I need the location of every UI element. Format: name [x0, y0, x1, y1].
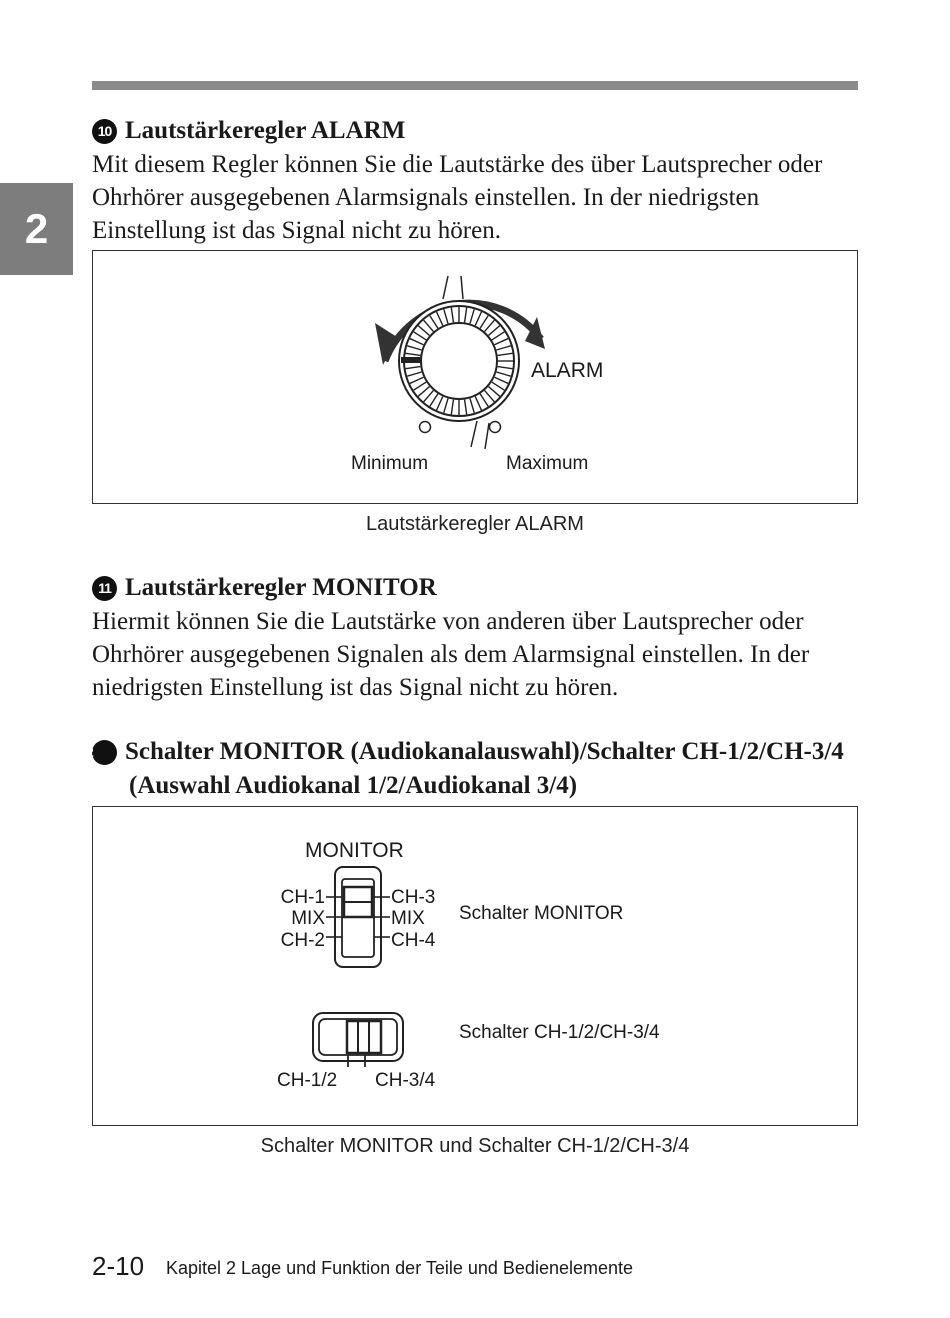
knob-label: ALARM — [531, 359, 604, 382]
section-11-title: Lautstärkeregler MONITOR — [125, 574, 437, 601]
left-label-ch1: CH-1 — [280, 887, 325, 908]
maximum-label: Maximum — [506, 453, 589, 474]
monitor-switch-figure — [92, 806, 858, 1126]
ch-switch-lever-icon — [347, 1021, 381, 1053]
top-rule — [92, 81, 858, 90]
monitor-label: MONITOR — [305, 839, 404, 862]
section-10-body: Mit diesem Regler können Sie die Lautstärke des über Lautsprecher oder Ohrhörer ausgegebenen Alarmsignals einstellen. In der niedrigsten Einstellung ist das Signal nicht zu hören. — [92, 151, 823, 244]
ch-right-label: CH-3/4 — [375, 1070, 436, 1091]
chapter-tab: 2 — [0, 183, 73, 275]
alarm-knob-figure — [92, 250, 858, 504]
alarm-knob-illustration — [93, 251, 857, 503]
section-10-heading — [92, 114, 852, 148]
section-12-heading — [79, 735, 855, 803]
ch-switch-name: Schalter CH-1/2/CH-3/4 — [459, 1022, 660, 1043]
section-11-body: Hiermit können Sie die Lautstärke von anderen über Lautsprecher oder Ohrhörer ausgegebenen Signalen als dem Alarmsignal einstellen. In der niedrigsten Einstellung ist das Signal nicht zu hören. — [92, 608, 810, 701]
section-12-title: Schalter MONITOR (Audiokanalauswahl)/Schalter CH-1/2/CH-3/4 (Auswahl Audiokanal 1/2/Audiokanal 3/4) — [125, 738, 844, 799]
monitor-switch-illustration — [93, 807, 857, 1125]
footer-chapter-text: Kapitel 2 Lage und Funktion der Teile und Bedienelemente — [166, 1258, 634, 1278]
knob-cap-icon — [421, 323, 497, 399]
section-12-number: 12 — [92, 740, 117, 765]
right-label-ch3: CH-3 — [391, 887, 436, 908]
ch-left-label: CH-1/2 — [277, 1070, 338, 1091]
maximum-mark-icon — [490, 422, 501, 433]
section-11-heading — [92, 571, 852, 605]
left-label-ch2: CH-2 — [280, 930, 325, 951]
alarm-figure-caption: Lautstärkeregler ALARM — [366, 513, 584, 535]
section-10-number: 10 — [92, 119, 117, 144]
right-label-ch4: CH-4 — [391, 930, 436, 951]
right-label-mix: MIX — [391, 908, 425, 929]
left-label-mix: MIX — [291, 908, 325, 929]
minimum-label: Minimum — [351, 453, 429, 474]
minimum-mark-icon — [420, 422, 431, 433]
section-11-number: 11 — [92, 576, 117, 601]
page-number: 2-10 — [92, 1251, 145, 1281]
monitor-figure-caption: Schalter MONITOR und Schalter CH-1/2/CH-3/4 — [260, 1135, 690, 1157]
section-10-title: Lautstärkeregler ALARM — [125, 117, 406, 144]
monitor-switch-name: Schalter MONITOR — [459, 903, 624, 924]
